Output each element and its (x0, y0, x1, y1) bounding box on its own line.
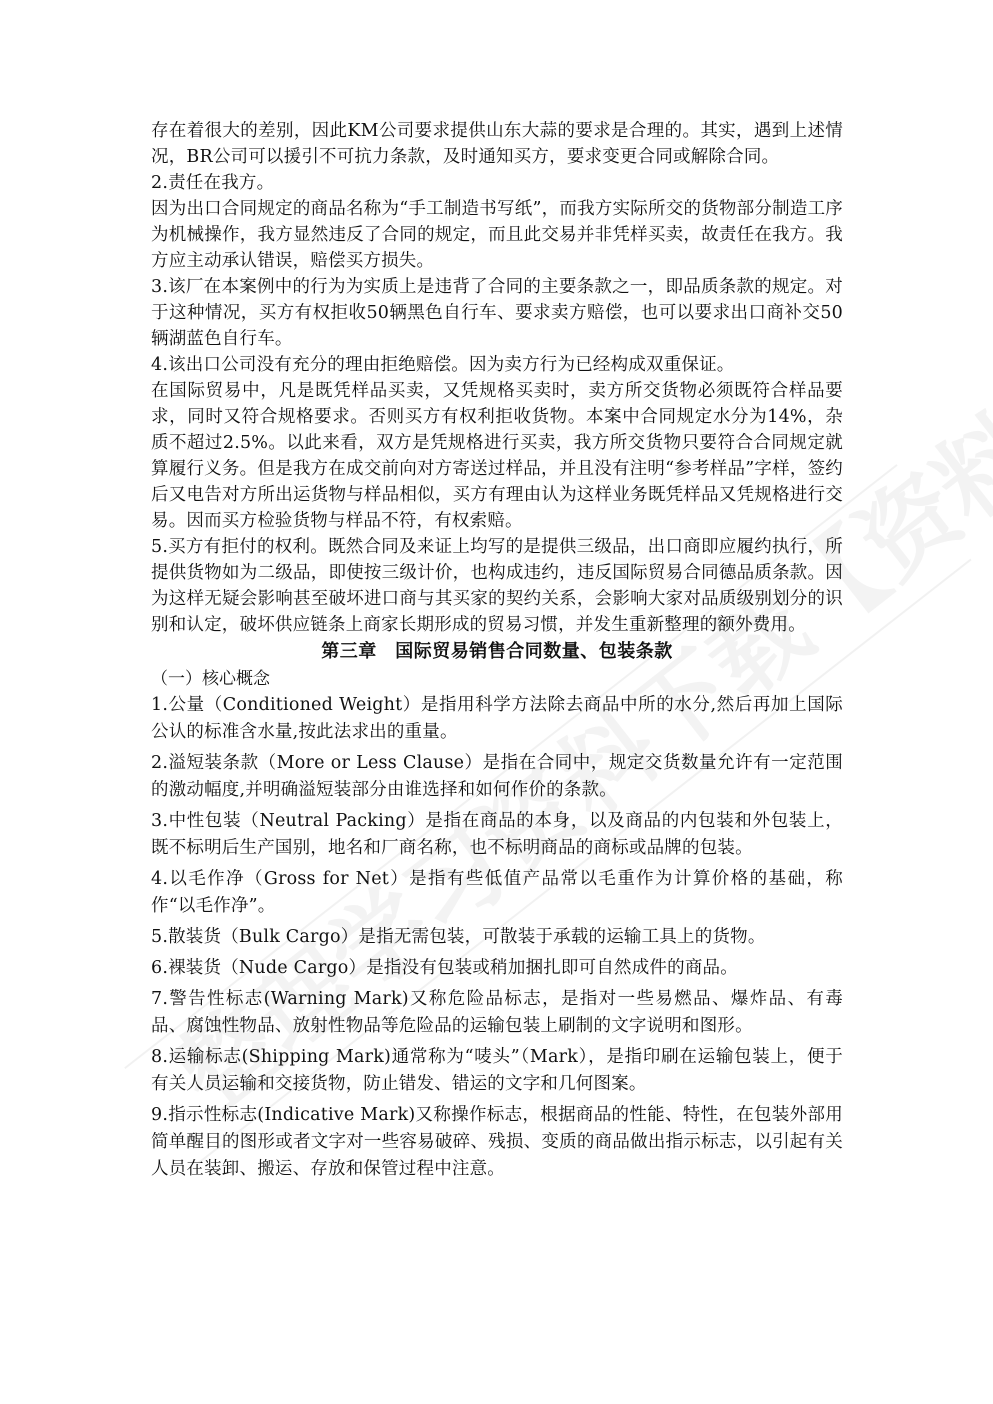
paragraph: 存在着很大的差别，因此KM公司要求提供山东大蒜的要求是合理的。其实，遇到上述情况，BR公司可以援引不可抗力条款，及时通知买方，要求变更合同或解除合同。 (151, 121, 843, 167)
paragraph: 4.该出口公司没有充分的理由拒绝赔偿。因为卖方行为已经构成双重保证。 (151, 355, 735, 375)
concept-list (151, 692, 843, 1183)
concept-item: 2.溢短装条款（More or Less Clause）是指在合同中，规定交货数量允许有一定范围的激动幅度,并明确溢短装部分由谁选择和如何作价的条款。 (151, 753, 843, 800)
answers-section (151, 118, 843, 638)
concept-item: 9.指示性标志(Indicative Mark)又称操作标志，根据商品的性能、特性，在包装外部用简单醒目的图形或者文字对一些容易破碎、残损、变质的商品做出指示标志，以引起有关人员在装卸、搬运、存放和保管过程中注意。 (151, 1105, 843, 1179)
concept-item: 8.运输标志(Shipping Mark)通常称为“唛头”（Mark），是指印刷在运输包装上，便于有关人员运输和交接货物，防止错发、错运的文字和几何图案。 (151, 1047, 843, 1094)
concept-item: 4.以毛作净（Gross for Net）是指有些低值产品常以毛重作为计算价格的基础，称作“以毛作净”。 (151, 869, 843, 916)
concept-item: 6.裸装货（Nude Cargo）是指没有包装或稍加捆扎即可自然成件的商品。 (151, 958, 738, 978)
concept-item: 3.中性包装（Neutral Packing）是指在商品的本身，以及商品的内包装和外包装上，既不标明后生产国别，地名和厂商名称，也不标明商品的商标或品牌的包装。 (151, 811, 843, 858)
paragraph: 因为出口合同规定的商品名称为“手工制造书写纸”，而我方实际所交的货物部分制造工序为机械操作，我方显然违反了合同的规定，而且此交易并非凭样买卖，故责任在我方。我方应主动承认错误，赔偿买方损失。 (151, 199, 843, 271)
paragraph: 2.责任在我方。 (151, 173, 275, 193)
document-page (151, 118, 843, 1187)
concept-item: 5.散装货（Bulk Cargo）是指无需包装，可散装于承载的运输工具上的货物。 (151, 927, 766, 947)
paragraph: 3.该厂在本案例中的行为为实质上是违背了合同的主要条款之一，即品质条款的规定。对于这种情况，买方有权拒收50辆黑色自行车、要求卖方赔偿，也可以要求出口商补交50辆湖蓝色自行车。 (151, 277, 843, 349)
paragraph: 5.买方有拒付的权利。既然合同及来证上均写的是提供三级品，出口商即应履约执行，所提供货物如为二级品，即使按三级计价，也构成违约，违反国际贸易合同德品质条款。因为这样无疑会影响甚至破坏进口商与其买家的契约关系，会影响大家对品质级别划分的识别和认定，破坏供应链条上商家长期形成的贸易习惯，并发生重新整理的额外费用。 (151, 537, 843, 635)
concept-item: 1.公量（Conditioned Weight）是指用科学方法除去商品中所的水分,然后再加上国际公认的标准含水量,按此法求出的重量。 (151, 695, 843, 742)
section-heading: （一）核心概念 (151, 669, 270, 689)
chapter-title: 第三章 国际贸易销售合同数量、包装条款 (321, 641, 673, 662)
concept-item: 7.警告性标志(Warning Mark)又称危险品标志，是指对一些易燃品、爆炸品、有毒品、腐蚀性物品、放射性物品等危险品的运输包装上刷制的文字说明和图形。 (151, 989, 843, 1036)
paragraph: 在国际贸易中，凡是既凭样品买卖，又凭规格买卖时，卖方所交货物必须既符合样品要求，同时又符合规格要求。否则买方有权利拒收货物。本案中合同规定水分为14%，杂质不超过2.5%。以此来看，双方是凭规格进行买卖，我方所交货物只要符合合同规定就算履行义务。但是我方在成交前向对方寄送过样品，并且没有注明“参考样品”字样，签约后又电告对方所出运货物与样品相似，买方有理由认为这样业务既凭样品又凭规格进行交易。因而买方检验货物与样品不符，有权索赔。 (151, 381, 843, 531)
